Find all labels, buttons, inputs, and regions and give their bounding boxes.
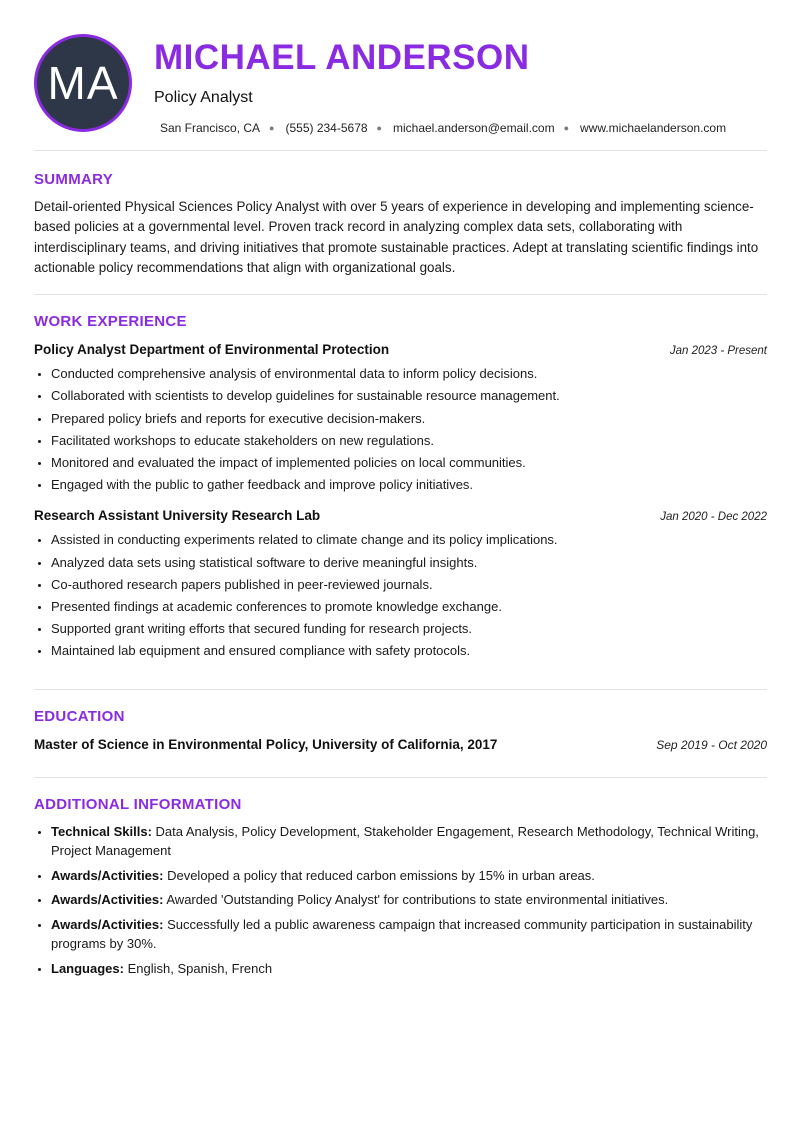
item-text: English, Spanish, French [123,960,273,976]
additional-info-list [34,822,767,979]
item-label: Awards/Activities: [51,892,164,908]
contact-bar [160,121,726,135]
summary-heading: SUMMARY [34,171,114,188]
list-item: • Collaborated with scientists to develop guidelines for sustainable resource management. [51,385,767,407]
list-item: • Conducted comprehensive analysis of environmental data to inform policy decisions. [51,363,767,385]
summary-text: Detail-oriented Physical Sciences Policy Analyst with over 5 years of experience in developing and implementing science-based policies at a governmental level. Proven track record in analyzing complex data sets, collaborating with interdisciplinary teams, and driving initiatives that promote sustainable practices. Adept at translating scientific findings into actionable policy recommendations that align with organizational goals. [34,199,759,275]
job-role: Policy Analyst Department of Environmental Protection [34,342,390,358]
contact-location: San Francisco, CA [160,121,261,135]
bullet-separator-icon: ● [269,123,275,133]
candidate-name: MICHAEL ANDERSON [154,38,530,77]
list-item: • Monitored and evaluated the impact of implemented policies on local communities. [51,452,767,474]
job-dates: Jan 2020 - Dec 2022 [660,511,767,524]
job-bullets [34,363,767,496]
resume-header [34,0,767,151]
education-entry [34,737,767,752]
item-label: Languages: [51,960,124,976]
list-item [51,890,767,910]
list-item: • Facilitated workshops to educate stakeholders on new regulations. [51,430,767,452]
item-text: Awarded 'Outstanding Policy Analyst' for contributions to state environmental initiatives. [163,892,669,908]
bullet-separator-icon: ● [376,123,382,133]
list-item: • Prepared policy briefs and reports for executive decision-makers. [51,408,767,430]
additional-info-section [34,778,767,979]
job-role: Research Assistant University Research Lab [34,508,321,524]
candidate-title: Policy Analyst [154,89,253,106]
additional-info-heading: ADDITIONAL INFORMATION [34,795,242,813]
contact-website[interactable]: www.michaelanderson.com [580,121,727,135]
contact-email[interactable]: michael.anderson@email.com [392,121,555,135]
education-degree: Master of Science in Environmental Policy, University of California, 2017 [34,736,498,752]
item-label: Awards/Activities: [51,916,164,932]
item-text: Data Analysis, Policy Development, Stakeholder Engagement, Research Methodology, Technical Writing, Project Management [51,823,759,859]
contact-phone: (555) 234-5678 [285,121,368,135]
list-item: • Analyzed data sets using statistical software to derive meaningful insights. [51,552,767,574]
job-entry [34,508,767,662]
job-bullets [34,529,767,662]
list-item: • Maintained lab equipment and ensured compliance with safety protocols. [51,640,767,662]
item-text: Developed a policy that reduced carbon emissions by 15% in urban areas. [163,867,595,883]
item-text: Successfully led a public awareness campaign that increased community participation in sustainability programs by 30%. [51,916,753,952]
item-label: Technical Skills: [51,823,152,839]
list-item [51,915,767,954]
list-item: • Supported grant writing efforts that secured funding for research projects. [51,618,767,640]
list-item: • Presented findings at academic conferences to promote knowledge exchange. [51,596,767,618]
work-experience-heading: WORK EXPERIENCE [34,313,187,331]
list-item: • Assisted in conducting experiments related to climate change and its policy implications. [51,529,767,551]
avatar-initials: MA [47,57,119,109]
work-experience-section [34,295,767,689]
list-item: • Co-authored research papers published in peer-reviewed journals. [51,574,767,596]
list-item [51,866,767,886]
job-entry [34,342,767,496]
summary-section [34,151,767,295]
education-heading: EDUCATION [34,707,125,725]
list-item [51,959,767,979]
job-dates: Jan 2023 - Present [669,345,767,358]
education-dates: Sep 2019 - Oct 2020 [656,737,767,752]
list-item [51,822,767,861]
bullet-separator-icon: ● [563,123,570,133]
avatar [34,34,132,132]
list-item: • Engaged with the public to gather feedback and improve policy initiatives. [51,474,767,496]
item-label: Awards/Activities: [51,867,164,883]
education-section [34,690,767,778]
